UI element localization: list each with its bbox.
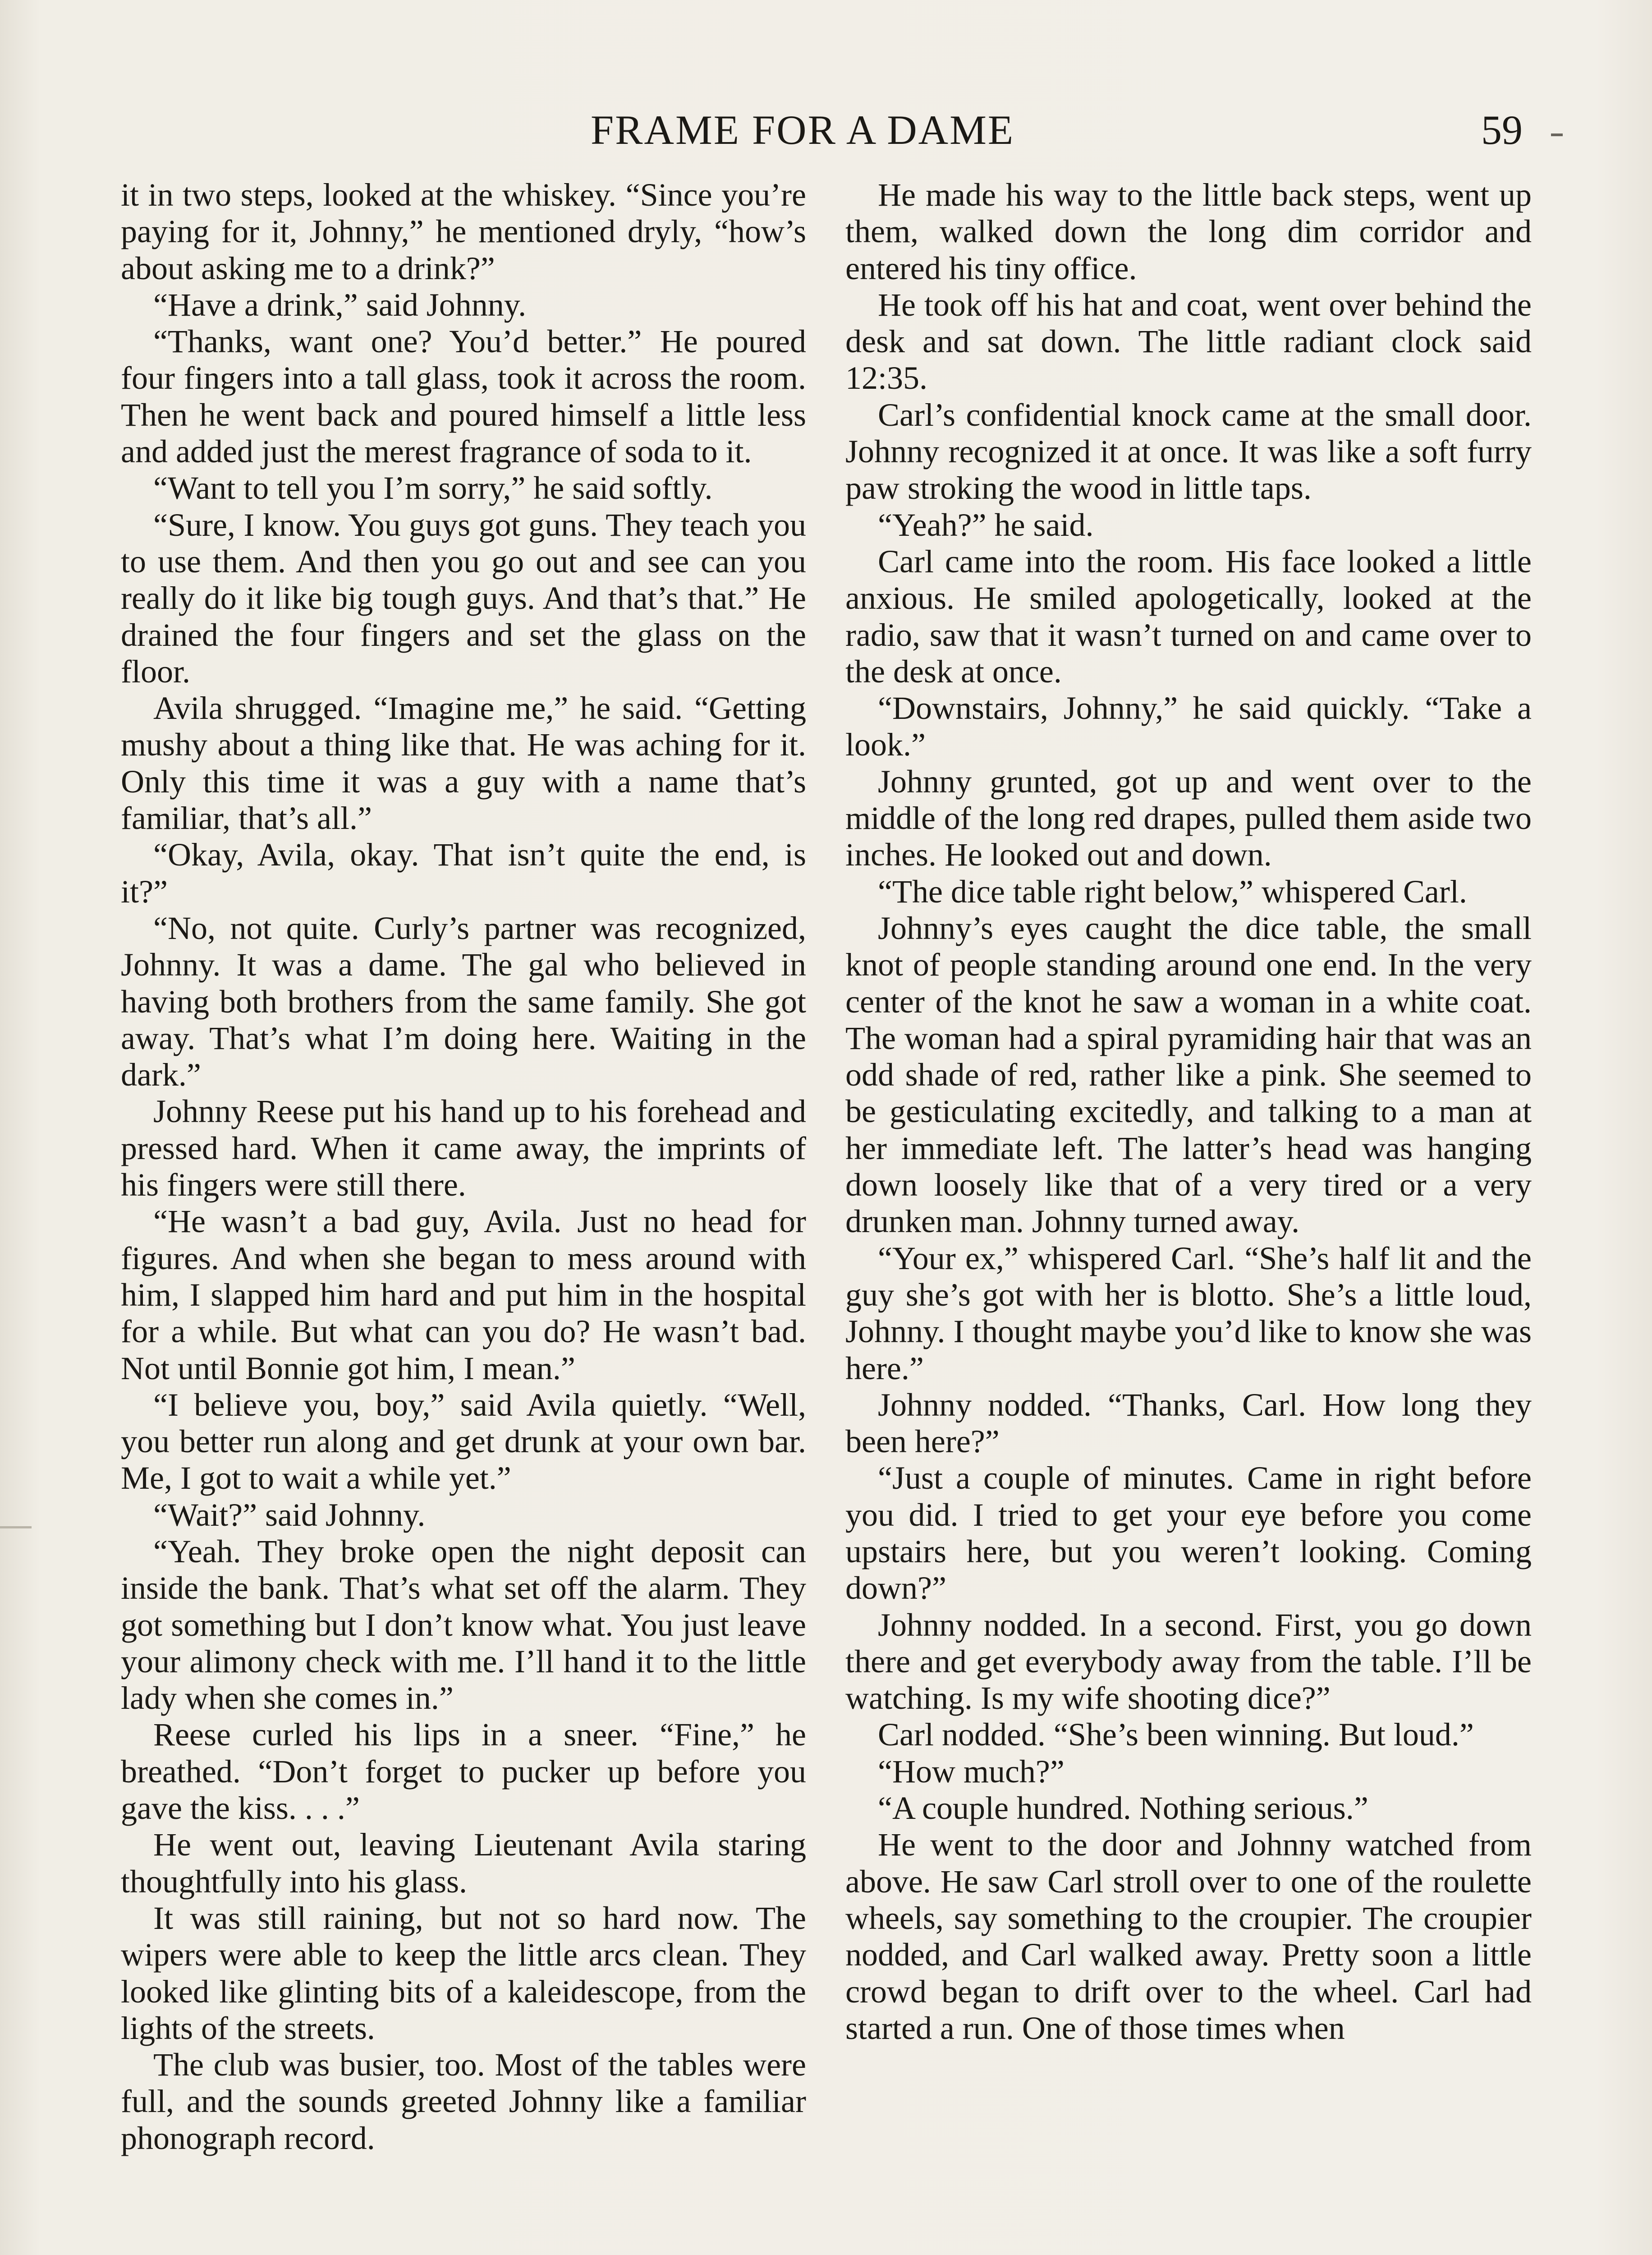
paragraph: He made his way to the little back steps, went up them, walked down the long dim corridor and entered his tiny office. (845, 177, 1532, 286)
paragraph: “Thanks, want one? You’d better.” He poured four fingers into a tall glass, took it across the room. Then he went back and poured himself a little less and added just the merest fragrance of soda to it. (121, 323, 806, 470)
paragraph: Johnny grunted, got up and went over to the middle of the long red drapes, pulled them aside two inches. He looked out and down. (845, 763, 1532, 873)
paragraph: “A couple hundred. Nothing serious.” (878, 1790, 1368, 1827)
paragraph: He went to the door and Johnny watched from above. He saw Carl stroll over to one of the roulette wheels, say something to the croupier. The croupier nodded, and Carl walked away. Pretty soon a little crowd began to drift over to the wheel. Carl had started a run. One of those times when (845, 1827, 1532, 2046)
paragraph: Carl came into the room. His face looked a little anxious. He smiled apologetically, looked at the radio, saw that it wasn’t turned on and came over to the desk at once. (845, 543, 1532, 690)
paragraph: “Yeah?” he said. (878, 506, 1094, 543)
paragraph: Reese curled his lips in a sneer. “Fine,” he breathed. “Don’t forget to pucker up before you gave the kiss. . . .” (121, 1717, 806, 1827)
header-dash-mark (1551, 133, 1563, 136)
paragraph: “No, not quite. Curly’s partner was recognized, Johnny. It was a dame. The gal who believed in having both brothers from the same family. She got away. That’s what I’m doing here. Waiting in the dark.” (121, 910, 806, 1093)
paragraph: Carl’s confidential knock came at the small door. Johnny recognized it at once. It was like a soft furry paw stroking the wood in little taps. (845, 396, 1532, 506)
paragraph: Avila shrugged. “Imagine me,” he said. “Getting mushy about a thing like that. He was aching for it. Only this time it was a guy with a name that’s familiar, that’s all.” (121, 690, 806, 837)
paragraph: “Your ex,” whispered Carl. “She’s half lit and the guy she’s got with her is blotto. She’s a little loud, Johnny. I thought maybe you’d like to know she was here.” (845, 1240, 1532, 1386)
paragraph: it in two steps, looked at the whiskey. “Since you’re paying for it, Johnny,” he mentioned dryly, “how’s about asking me to a drink?” (121, 177, 806, 286)
paragraph: “Sure, I know. You guys got guns. They teach you to use them. And then you go out and see can you really do it like big tough guys. And that’s that.” He drained the four fingers and set the glass on the floor. (121, 506, 806, 690)
left-text-column (121, 177, 806, 2157)
paragraph: “Yeah. They broke open the night deposit can inside the bank. That’s what set off the alarm. They got something but I don’t know what. You just leave your alimony check with me. I’ll hand it to the little lady when she comes in.” (121, 1533, 806, 1717)
running-header-title: FRAME FOR A DAME (591, 107, 1015, 153)
paragraph: The club was busier, too. Most of the tables were full, and the sounds greeted Johnny like a familiar phonograph record. (121, 2047, 806, 2156)
paragraph: Johnny nodded. In a second. First, you go down there and get everybody away from the table. I’ll be watching. Is my wife shooting dice?” (845, 1606, 1532, 1717)
paragraph: “I believe you, boy,” said Avila quietly. “Well, you better run along and get drunk at your own bar. Me, I got to wait a while yet.” (121, 1386, 806, 1496)
paragraph: “The dice table right below,” whispered Carl. (878, 873, 1467, 910)
paragraph: Johnny nodded. “Thanks, Carl. How long they been here?” (845, 1386, 1532, 1460)
paragraph: Johnny’s eyes caught the dice table, the small knot of people standing around one end. In the very center of the knot he saw a woman in a white coat. The woman had a spiral pyramiding hair that was an odd shade of red, rather like a pink. She seemed to be gesticulating excitedly, and talking to a man at her immediate left. The latter’s head was hanging down loosely like that of a very tired or a very drunken man. Johnny turned away. (845, 910, 1532, 1240)
paragraph: Carl nodded. “She’s been winning. But loud.” (878, 1717, 1474, 1753)
paragraph: “Wait?” said Johnny. (153, 1496, 426, 1533)
paragraph: “Just a couple of minutes. Came in right before you did. I tried to get your eye before you come upstairs here, but you weren’t looking. Coming down?” (845, 1460, 1532, 1606)
paragraph: He went out, leaving Lieutenant Avila staring thoughtfully into his glass. (121, 1827, 806, 1900)
paragraph: “Have a drink,” said Johnny. (153, 286, 527, 323)
paragraph: “Downstairs, Johnny,” he said quickly. “Take a look.” (845, 690, 1532, 763)
right-text-column (845, 177, 1532, 2047)
page-edge-mark (0, 1526, 32, 1528)
paragraph: He took off his hat and coat, went over behind the desk and sat down. The little radiant clock said 12:35. (845, 286, 1532, 396)
paragraph: “How much?” (878, 1753, 1065, 1790)
paragraph: “Want to tell you I’m sorry,” he said softly. (153, 470, 713, 506)
page-number: 59 (1481, 107, 1523, 153)
paragraph: “Okay, Avila, okay. That isn’t quite the end, is it?” (121, 837, 806, 910)
paragraph: “He wasn’t a bad guy, Avila. Just no head for figures. And when she began to mess around with him, I slapped him hard and put him in the hospital for a while. But what can you do? He wasn’t bad. Not until Bonnie got him, I mean.” (121, 1203, 806, 1386)
paragraph: It was still raining, but not so hard now. The wipers were able to keep the little arcs clean. They looked like glinting bits of a kaleidescope, from the lights of the streets. (121, 1900, 806, 2046)
paragraph: Johnny Reese put his hand up to his forehead and pressed hard. When it came away, the imprints of his fingers were still there. (121, 1093, 806, 1203)
